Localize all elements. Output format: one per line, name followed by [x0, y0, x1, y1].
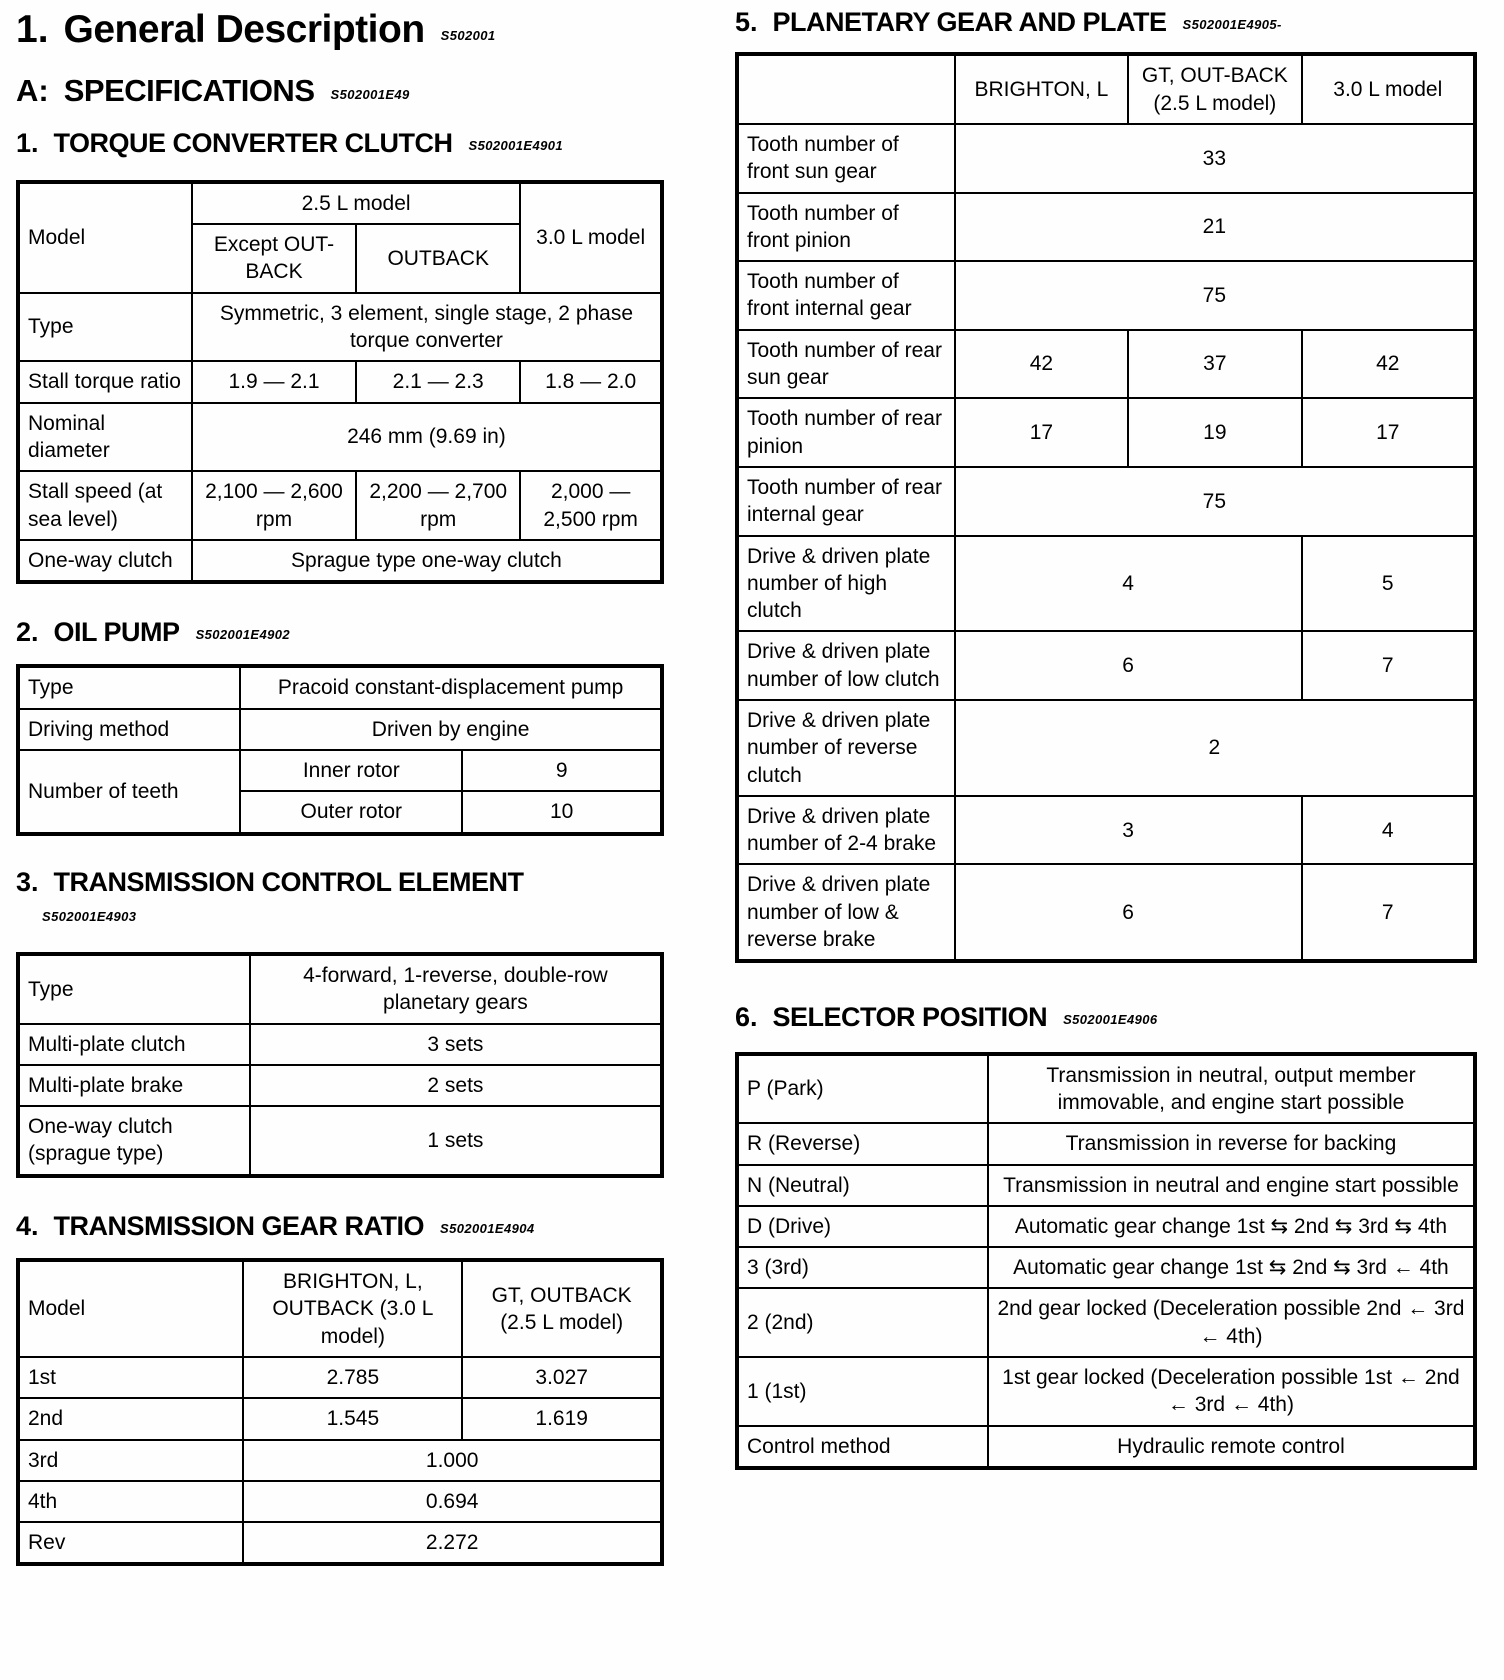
section-title-text: OIL PUMP: [53, 617, 180, 648]
table-row: [18, 1024, 662, 1065]
table-row: [737, 864, 1475, 961]
table-cell: Except OUT-BACK: [192, 224, 356, 293]
table-cell: Outer rotor: [240, 791, 462, 833]
table-cell: Driven by engine: [240, 709, 662, 750]
table-cell: 7: [1302, 864, 1475, 961]
table-row: [737, 796, 1475, 865]
table-cell: 1.8 — 2.0: [520, 361, 662, 402]
section-title-text: TRANSMISSION CONTROL ELEMENT: [53, 866, 524, 897]
table-cell: 2nd: [18, 1398, 243, 1439]
section-number: 5.: [735, 7, 758, 37]
table-row: [737, 631, 1475, 700]
table-row: [737, 1288, 1475, 1357]
table-cell: 21: [955, 193, 1475, 262]
table-row: [737, 467, 1475, 536]
table-cell: 3.027: [462, 1357, 662, 1398]
table-cell: Rev: [18, 1522, 243, 1564]
table-row: [18, 1357, 662, 1398]
table-row: [737, 536, 1475, 632]
table-cell: Automatic gear change 1st ⇆ 2nd ⇆ 3rd ← 4th: [988, 1247, 1475, 1288]
table-cell: 1st gear locked (Deceleration possible 1st ← 2nd ← 3rd ← 4th): [988, 1357, 1475, 1426]
table-row: [737, 54, 1475, 124]
table-cell: 42: [955, 330, 1128, 399]
table-row: [737, 1206, 1475, 1247]
table-cell: Inner rotor: [240, 750, 462, 791]
table-cell: 2.785: [243, 1357, 462, 1398]
table-cell: Pracoid constant-displacement pump: [240, 666, 662, 708]
table-row: [18, 182, 662, 224]
table-cell: Tooth number of front internal gear: [737, 261, 955, 330]
section-title-text: PLANETARY GEAR AND PLATE: [772, 7, 1167, 37]
table-cell: Drive & driven plate number of reverse clutch: [737, 700, 955, 796]
table-cell: 246 mm (9.69 in): [192, 403, 662, 472]
table-cell: Type: [18, 954, 250, 1024]
table-cell: Tooth number of rear internal gear: [737, 467, 955, 536]
section-title-text: SPECIFICATIONS: [63, 72, 315, 108]
section-title-text: SELECTOR POSITION: [772, 1002, 1048, 1033]
planetary-gear-and-plate-table: [735, 52, 1477, 963]
section-number: 2.: [16, 617, 39, 648]
table-cell: GT, OUTBACK (2.5 L model): [462, 1260, 662, 1357]
table-cell: 1.000: [243, 1440, 662, 1481]
table-row: [18, 1065, 662, 1106]
table-cell: 2.5 L model: [192, 182, 520, 224]
table-cell: Tooth number of rear pinion: [737, 398, 955, 467]
table-cell: Symmetric, 3 element, single stage, 2 phase torque converter: [192, 293, 662, 362]
section-title-text: TRANSMISSION GEAR RATIO: [53, 1210, 425, 1241]
page-title: [16, 10, 664, 51]
section-number: 3.: [16, 866, 39, 897]
table-cell: 1.9 — 2.1: [192, 361, 356, 402]
table-cell: 2.1 — 2.3: [356, 361, 520, 402]
heading-transmission-control-element: [16, 868, 664, 896]
table-cell: Multi-plate brake: [18, 1065, 250, 1106]
table-cell: 37: [1128, 330, 1301, 399]
table-row: [737, 1165, 1475, 1206]
heading-transmission-gear-ratio: [16, 1212, 664, 1240]
table-cell: 3.0 L model: [1302, 54, 1475, 124]
table-cell: Drive & driven plate number of 2-4 brake: [737, 796, 955, 865]
table-cell: 7: [1302, 631, 1475, 700]
table-cell: Drive & driven plate number of high clutch: [737, 536, 955, 632]
table-row: [18, 540, 662, 582]
section-code: S502001E4902: [195, 627, 291, 643]
table-cell: R (Reverse): [737, 1123, 988, 1164]
table-cell: [737, 54, 955, 124]
left-column: [16, 8, 664, 1566]
table-cell: 19: [1128, 398, 1301, 467]
table-row: [18, 666, 662, 708]
section-number: 6.: [735, 1002, 758, 1033]
table-cell: 2 sets: [250, 1065, 662, 1106]
table-cell: 75: [955, 261, 1475, 330]
table-cell: Tooth number of rear sun gear: [737, 330, 955, 399]
table-cell: Stall torque ratio: [18, 361, 192, 402]
torque-converter-clutch-table: [16, 180, 664, 584]
table-cell: 1.545: [243, 1398, 462, 1439]
table-cell: 6: [955, 864, 1302, 961]
table-cell: Drive & driven plate number of low & reverse brake: [737, 864, 955, 961]
table-cell: P (Park): [737, 1054, 988, 1124]
table-cell: 2,200 — 2,700 rpm: [356, 471, 520, 540]
table-cell: 3 (3rd): [737, 1247, 988, 1288]
table-cell: OUTBACK: [356, 224, 520, 293]
table-cell: 1.619: [462, 1398, 662, 1439]
table-cell: Model: [18, 182, 192, 293]
heading-oil-pump: [16, 618, 664, 646]
heading-torque-converter-clutch: [16, 129, 664, 157]
table-cell: Drive & driven plate number of low clutch: [737, 631, 955, 700]
table-cell: 1 (1st): [737, 1357, 988, 1426]
section-code: S502001E4903: [42, 908, 137, 924]
section-code: S502001E49: [330, 86, 410, 102]
table-row: [737, 124, 1475, 193]
table-cell: N (Neutral): [737, 1165, 988, 1206]
table-cell: One-way clutch: [18, 540, 192, 582]
table-cell: 4: [1302, 796, 1475, 865]
table-cell: Control method: [737, 1426, 988, 1468]
table-cell: 4th: [18, 1481, 243, 1522]
table-row: [18, 403, 662, 472]
table-cell: 17: [955, 398, 1128, 467]
section-code-line: [42, 910, 664, 928]
table-cell: 42: [1302, 330, 1475, 399]
right-column: [735, 8, 1477, 1470]
transmission-control-element-table: [16, 952, 664, 1178]
section-number: A:: [16, 72, 49, 108]
table-cell: 1st: [18, 1357, 243, 1398]
table-cell: Type: [18, 666, 240, 708]
table-cell: 2 (2nd): [737, 1288, 988, 1357]
table-row: [18, 1440, 662, 1481]
table-row: [18, 750, 662, 791]
table-row: [737, 1123, 1475, 1164]
table-cell: 3.0 L model: [520, 182, 662, 293]
table-row: [737, 261, 1475, 330]
table-row: [737, 398, 1475, 467]
table-row: [737, 700, 1475, 796]
table-cell: Transmission in neutral, output member immovable, and engine start possible: [988, 1054, 1475, 1124]
table-cell: Transmission in neutral and engine start possible: [988, 1165, 1475, 1206]
table-cell: 2,100 — 2,600 rpm: [192, 471, 356, 540]
table-cell: Number of teeth: [18, 750, 240, 834]
section-code: S502001E4904: [440, 1220, 535, 1236]
section-code: S502001: [440, 28, 496, 43]
table-cell: Hydraulic remote control: [988, 1426, 1475, 1468]
table-row: [18, 1106, 662, 1176]
heading-planetary-gear-and-plate: [735, 8, 1477, 36]
section-code: S502001E4906: [1063, 1012, 1158, 1028]
table-row: [737, 1054, 1475, 1124]
table-cell: Stall speed (at sea level): [18, 471, 192, 540]
table-cell: One-way clutch (sprague type): [18, 1106, 250, 1176]
section-code: S502001E4905-: [1182, 17, 1282, 32]
table-cell: 9: [462, 750, 662, 791]
table-cell: BRIGHTON, L: [955, 54, 1128, 124]
table-row: [18, 361, 662, 402]
table-cell: 33: [955, 124, 1475, 193]
table-row: [18, 471, 662, 540]
table-row: [737, 1426, 1475, 1468]
heading-specifications: [16, 72, 664, 108]
table-cell: 3: [955, 796, 1302, 865]
table-row: [18, 1260, 662, 1357]
table-row: [18, 1522, 662, 1564]
section-number: 1.: [16, 8, 49, 51]
section-code: S502001E4901: [468, 138, 563, 154]
table-cell: Type: [18, 293, 192, 362]
table-cell: GT, OUT-BACK (2.5 L model): [1128, 54, 1301, 124]
table-cell: Automatic gear change 1st ⇆ 2nd ⇆ 3rd ⇆ 4th: [988, 1206, 1475, 1247]
table-cell: Tooth number of front pinion: [737, 193, 955, 262]
table-cell: 3rd: [18, 1440, 243, 1481]
table-cell: 2.272: [243, 1522, 662, 1564]
table-row: [737, 330, 1475, 399]
section-title-text: General Description: [63, 8, 425, 51]
table-cell: 10: [462, 791, 662, 833]
table-cell: Multi-plate clutch: [18, 1024, 250, 1065]
table-row: [737, 1357, 1475, 1426]
table-cell: D (Drive): [737, 1206, 988, 1247]
table-cell: 2nd gear locked (Deceleration possible 2nd ← 3rd ← 4th): [988, 1288, 1475, 1357]
table-cell: 2: [955, 700, 1475, 796]
table-cell: 4: [955, 536, 1302, 632]
table-cell: Nominal diameter: [18, 403, 192, 472]
section-number: 1.: [16, 128, 39, 159]
table-cell: Sprague type one-way clutch: [192, 540, 662, 582]
section-number: 4.: [16, 1210, 39, 1241]
table-cell: Model: [18, 1260, 243, 1357]
table-cell: Tooth number of front sun gear: [737, 124, 955, 193]
table-cell: 17: [1302, 398, 1475, 467]
table-cell: 4-forward, 1-reverse, double-row planetary gears: [250, 954, 662, 1024]
table-row: [737, 193, 1475, 262]
table-cell: 75: [955, 467, 1475, 536]
table-cell: BRIGHTON, L, OUTBACK (3.0 L model): [243, 1260, 462, 1357]
table-row: [18, 709, 662, 750]
table-cell: 3 sets: [250, 1024, 662, 1065]
table-cell: 1 sets: [250, 1106, 662, 1176]
heading-selector-position: [735, 1003, 1477, 1031]
oil-pump-table: [16, 664, 664, 835]
transmission-gear-ratio-table: [16, 1258, 664, 1566]
table-row: [18, 1481, 662, 1522]
table-cell: 2,000 — 2,500 rpm: [520, 471, 662, 540]
table-cell: 6: [955, 631, 1302, 700]
table-row: [18, 293, 662, 362]
section-title-text: TORQUE CONVERTER CLUTCH: [53, 128, 453, 159]
table-cell: 5: [1302, 536, 1475, 632]
table-row: [18, 1398, 662, 1439]
table-cell: Transmission in reverse for backing: [988, 1123, 1475, 1164]
table-cell: 0.694: [243, 1481, 662, 1522]
selector-position-table: [735, 1052, 1477, 1470]
table-row: [737, 1247, 1475, 1288]
table-row: [18, 954, 662, 1024]
table-cell: Driving method: [18, 709, 240, 750]
